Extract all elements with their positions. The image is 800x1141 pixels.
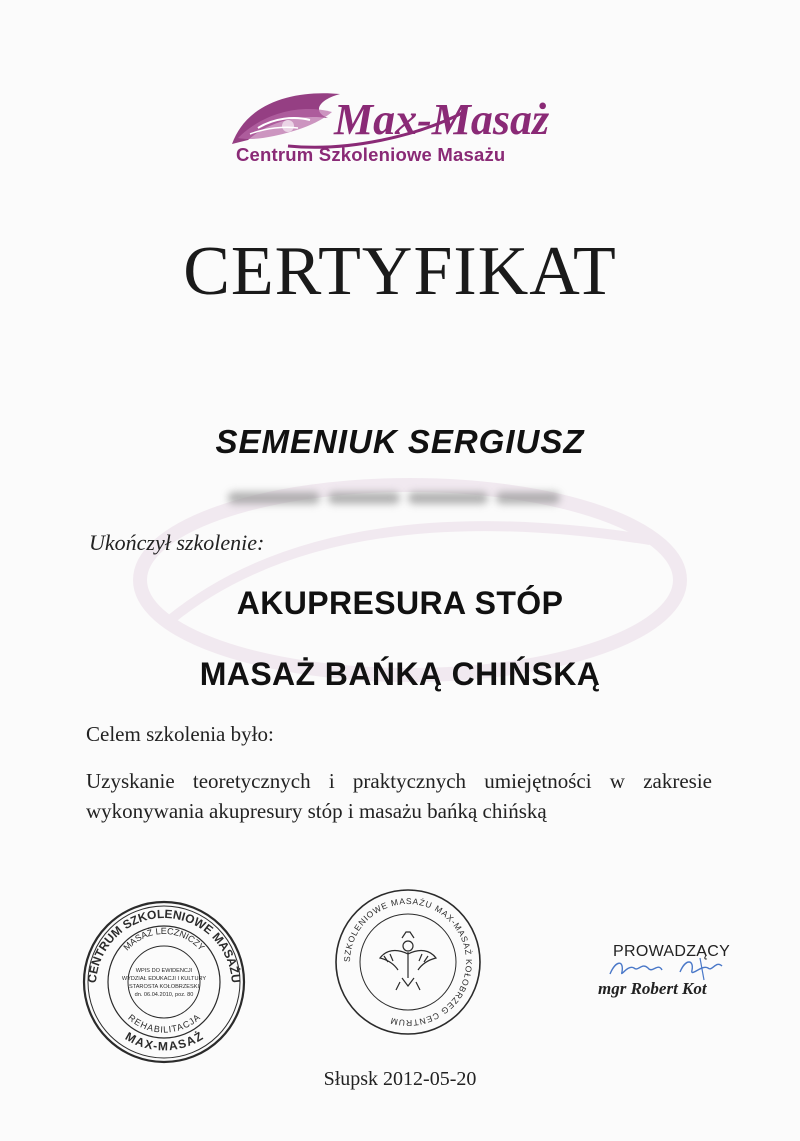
stamp-left-line-3: STAROSTA KOŁOBRZESKI [128,984,200,990]
goal-label: Celem szkolenia było: [86,722,274,746]
stamp-left-line-4: dn. 06.04.2010, poz. 80 [134,992,194,998]
training-center-stamp [78,896,250,1064]
logo-brand-text: Max-Masaż [334,95,550,144]
stamp-left-outer-top: CENTRUM SZKOLENIOWE MASAŻU [84,906,244,984]
recipient-name: SEMENIUK SERGIUSZ [215,423,585,460]
goal-text: Uzyskanie teoretycznych i praktycznych umiejętności w zakresie wykonywania akupresury stóp i masażu bańką chińską [86,769,712,823]
stamp-left-line-1: WPIS DO EWIDENCJI [135,968,193,974]
course-title-2: MASAŻ BAŃKĄ CHIŃSKĄ [199,656,601,692]
stamp-left-inner-bottom: REHABILITACJA [126,1012,202,1035]
eagle-seal-stamp [332,886,484,1038]
stamp-left-line-2: WYDZIAŁ EDUKACJI I KULTURY [121,976,207,982]
stamp-right-ring-text: SZKOLENIOWE MASAŻU MAX-MASAŻ KOŁOBRZEG CENTRUM [341,895,475,1029]
eagle-emblem-icon [380,932,436,990]
certificate-title: CERTYFIKAT [183,233,617,310]
place-and-date: Słupsk 2012-05-20 [323,1068,477,1090]
presenter-name: mgr Robert Kot [598,979,707,998]
stamp-left-outer-bottom: MAX-MASAŻ [122,1029,206,1054]
logo-subtitle: Centrum Szkoleniowe Masażu [236,144,506,165]
completed-label: Ukończył szkolenie: [89,530,265,555]
stamp-left-inner-top: MASAŻ LECZNICZY [121,925,207,953]
redacted-personal-info [228,488,562,508]
course-title-1: AKUPRESURA STÓP [236,585,564,621]
presenter-label: PROWADZĄCY [613,943,731,960]
svg-text:MASAŻ LECZNICZY [121,926,206,952]
